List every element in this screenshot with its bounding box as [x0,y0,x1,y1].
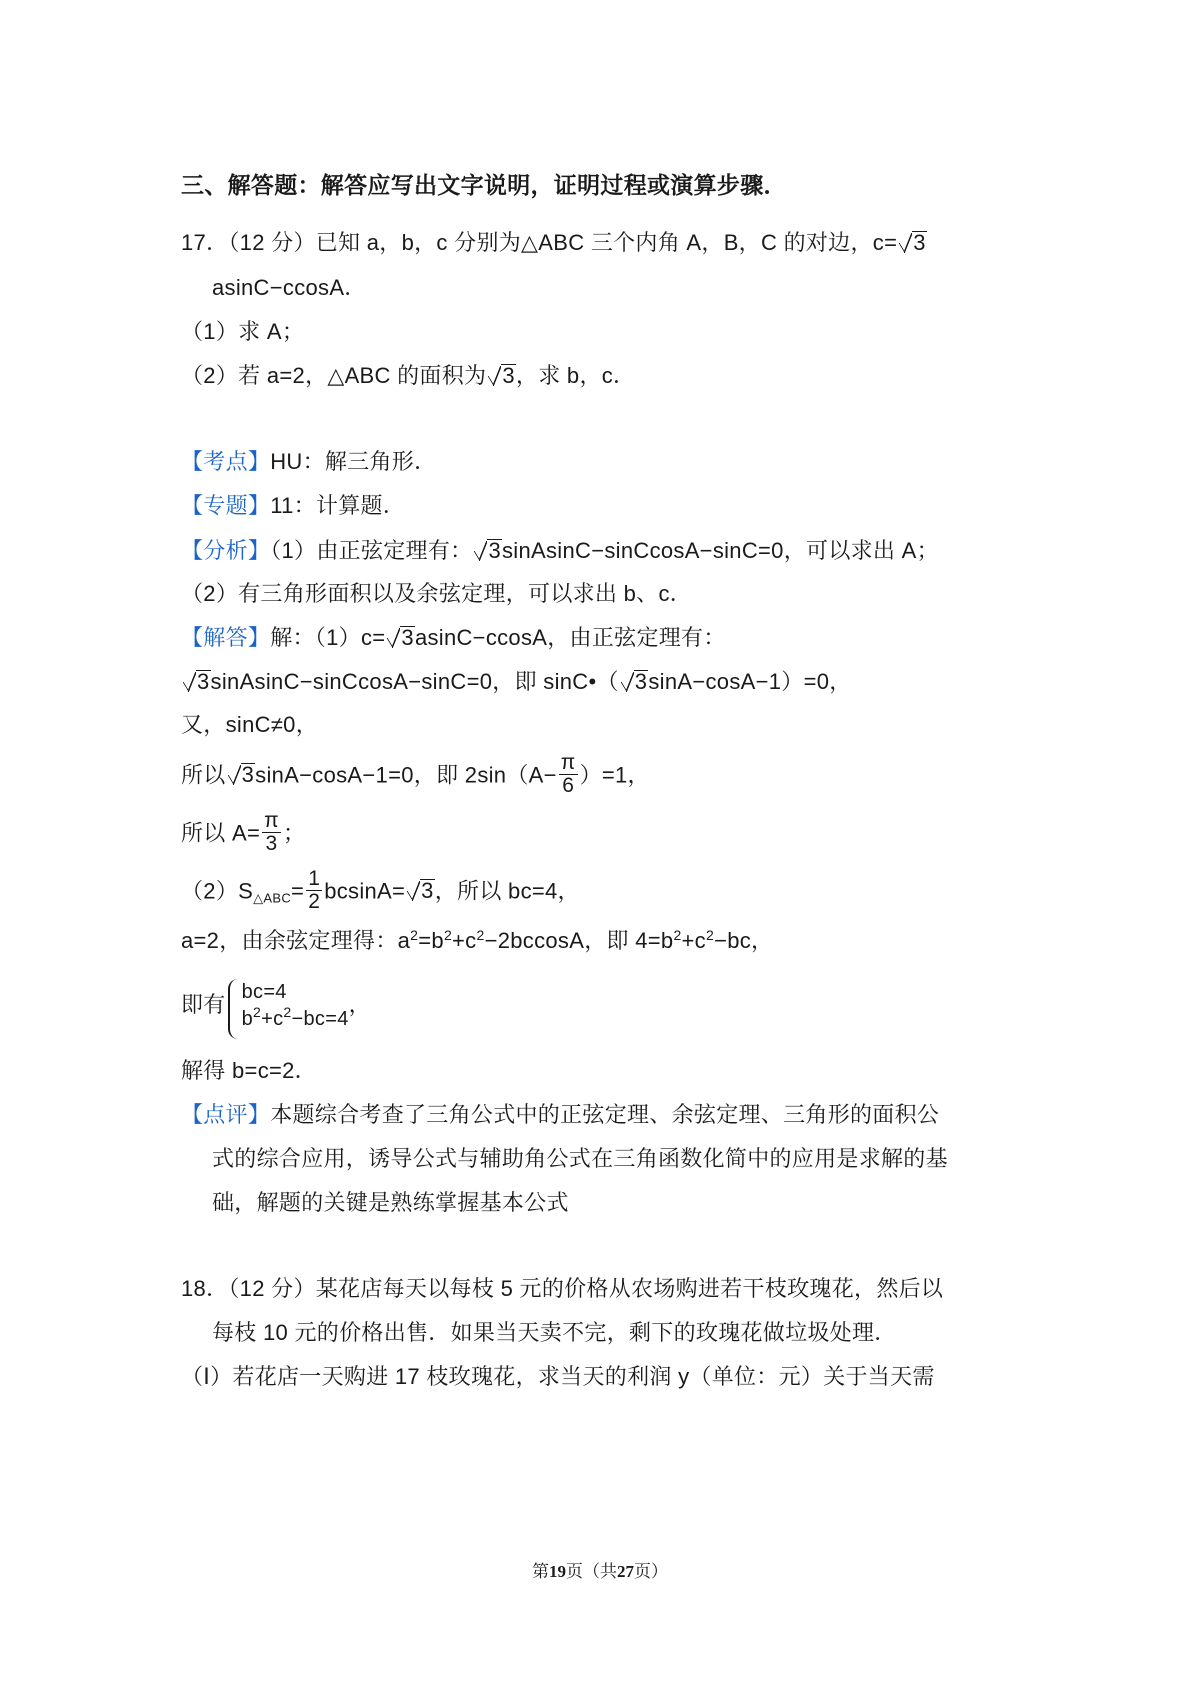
fraction-pi-3: $\frac{\pi}{3}$ [264,809,279,855]
jieda-line7: a=2，由余弦定理得：$a^2=b^2+c^2-2bccosA$，即 $4=b^2+c^2-bc$， [181,927,774,953]
jieda-line3: 又，sinC≠0， [181,712,319,737]
zhuanti-line: 【专题】11：计算题． [181,493,406,518]
sqrt-symbol: 3 [474,535,502,566]
jieda-line1: 【解答】解：（1）c= 3asinC−ccosA，由正弦定理有： [181,622,726,653]
q17-part1: （1）求 A； [181,319,305,344]
sqrt-symbol: 3 [621,666,649,697]
jieda-line4: 所以 3sinA−cosA−1=0，即 2sin（A− $\frac{\pi}{6}$ ）=1， [181,751,650,797]
jieda-line5: 所以 A= $\frac{\pi}{3}$ ； [181,809,306,855]
current-page-number: 19 [549,1562,566,1581]
dianping-line2: 式的综合应用，诱导公式与辅助角公式在三角函数化简中的应用是求解的基 [212,1146,948,1171]
total-page-count: 27 [617,1562,634,1581]
jieda-line6: $(2)S_{\triangle ABC}=$ $\frac{1}{2}$ bcsinA= 3，所以 bc=4， [181,867,580,913]
jieda-line9: 解得 b=c=2． [181,1058,317,1083]
sqrt-symbol: 3 [899,227,927,258]
sqrt-symbol: 3 [183,666,211,697]
q18-line1: 18．（12 分）某花店每天以每枝 5 元的价格从农场购进若干枝玫瑰花，然后以 [181,1276,944,1301]
equation-system: bc=4 $b^2+c^2-bc=4$ [228,979,349,1033]
jieda-line2: 3sinAsinC−sinCcosA−sinC=0，即 sinC•（ 3sinA−cosA−1）=0， [181,666,852,697]
kaodian-tag: 【考点】 [181,449,271,474]
left-brace [228,979,242,1039]
fraction-pi-6: $\frac{\pi}{6}$ [560,751,576,797]
zhuanti-tag: 【专题】 [181,493,271,518]
dianping-tag: 【点评】 [181,1102,271,1127]
sqrt-symbol: 3 [228,759,256,790]
jieda-line8: 即有 bc=4 $b^2+c^2-bc=4$ ， [181,972,371,1038]
section-heading: 三、解答题：解答应写出文字说明，证明过程或演算步骤． [181,173,787,198]
fraction-one-half: $\frac{1}{2}$ [308,867,321,913]
dianping-line1: 【点评】本题综合考查了三角公式中的正弦定理、余弦定理、三角形的面积公 [181,1102,940,1127]
q18-line3: （Ⅰ）若花店一天购进 17 枝玫瑰花，求当天的利润 y（单位：元）关于当天需 [181,1364,935,1389]
q17-line1: 17．（12 分）已知 a，b，c 分别为△ABC 三个内角 A，B，C 的对边，c= 3 [181,227,927,258]
fenxi-line1: 【分析】（1）由正弦定理有： 3sinAsinC−sinCcosA−sinC=0，可以求出 A； [181,535,939,566]
sqrt-symbol: 3 [387,622,415,653]
kaodian-line: 【考点】HU：解三角形． [181,449,437,474]
q17-line2: asinC−ccosA． [212,275,367,300]
fenxi-line2: （2）有三角形面积以及余弦定理，可以求出 b、c． [181,581,693,606]
fenxi-tag: 【分析】 [181,538,271,563]
page-footer: 第19页（共27页） [532,1562,668,1581]
sqrt-symbol: 3 [407,875,435,906]
q18-line2: 每枝 10 元的价格出售．如果当天卖不完，剩下的玫瑰花做垃圾处理． [212,1320,897,1345]
q17-part2: （2）若 a=2，△ABC 的面积为 3，求 b，c． [181,360,635,391]
jieda-tag: 【解答】 [181,625,271,650]
sqrt-symbol: 3 [488,360,516,391]
dianping-line3: 础，解题的关键是熟练掌握基本公式 [212,1190,569,1215]
